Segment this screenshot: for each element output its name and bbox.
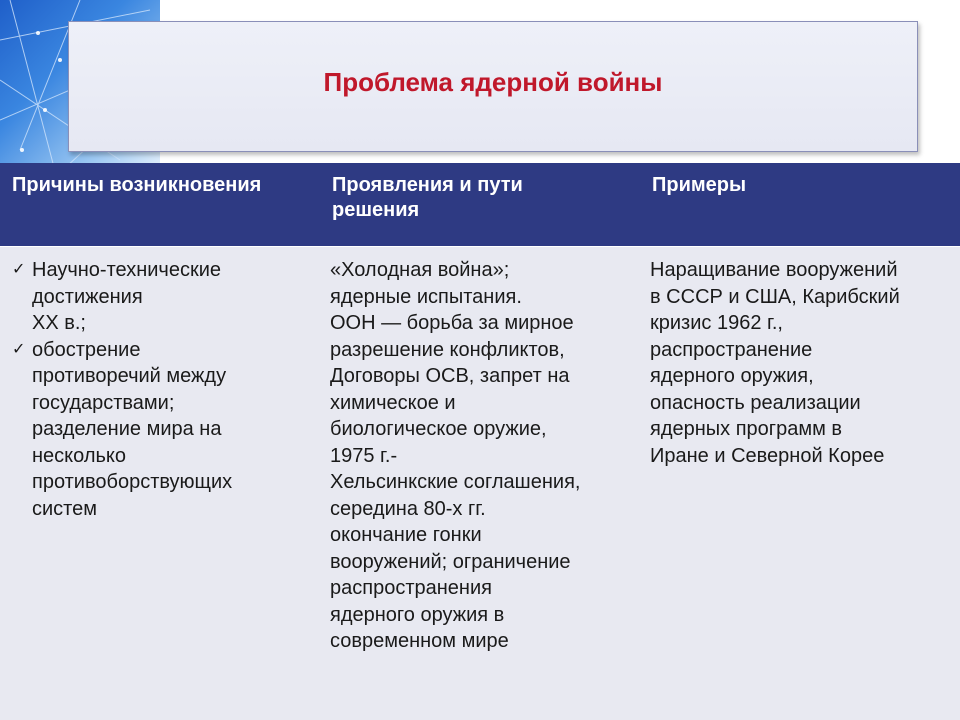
list-item — [12, 257, 310, 337]
checkmark-icon: ✓ — [12, 340, 26, 358]
header-manifestations: Проявления и пути решения — [320, 163, 640, 246]
header-examples: Примеры — [640, 163, 960, 246]
slide-title: Проблема ядерной войны — [323, 67, 663, 97]
problem-table — [0, 163, 960, 720]
cell-examples — [640, 246, 960, 720]
list-item — [12, 337, 310, 523]
cause-text: обострение противоречий между государствами; разделение мира на несколько противоборствующих систем — [32, 338, 233, 520]
checkmark-icon: ✓ — [12, 261, 26, 278]
examples-text: Наращивание вооружений в СССР и США, Карибский кризис 1962 г., распространение ядерного оружия, опасность реализации ядерных программ в Иране и Северной Корее — [650, 259, 900, 467]
cell-causes — [0, 246, 320, 720]
title-box — [68, 21, 918, 152]
manifestations-text: «Холодная война»; ядерные испытания. ООН — борьба за мирное разрешение конфликтов, Договоры ОСВ, запрет на химическое и биологическое оружие, 1975 г.- Хельсинкские соглашения, середина 80-х гг. окончание гонки вооружений; ограничение распространения ядерного оружия в современном мире — [330, 259, 581, 652]
cause-text: Научно-технические достижения XX в.; — [32, 259, 222, 334]
cell-manifestations — [320, 246, 640, 720]
header-causes: Причины возникновения — [0, 163, 320, 246]
